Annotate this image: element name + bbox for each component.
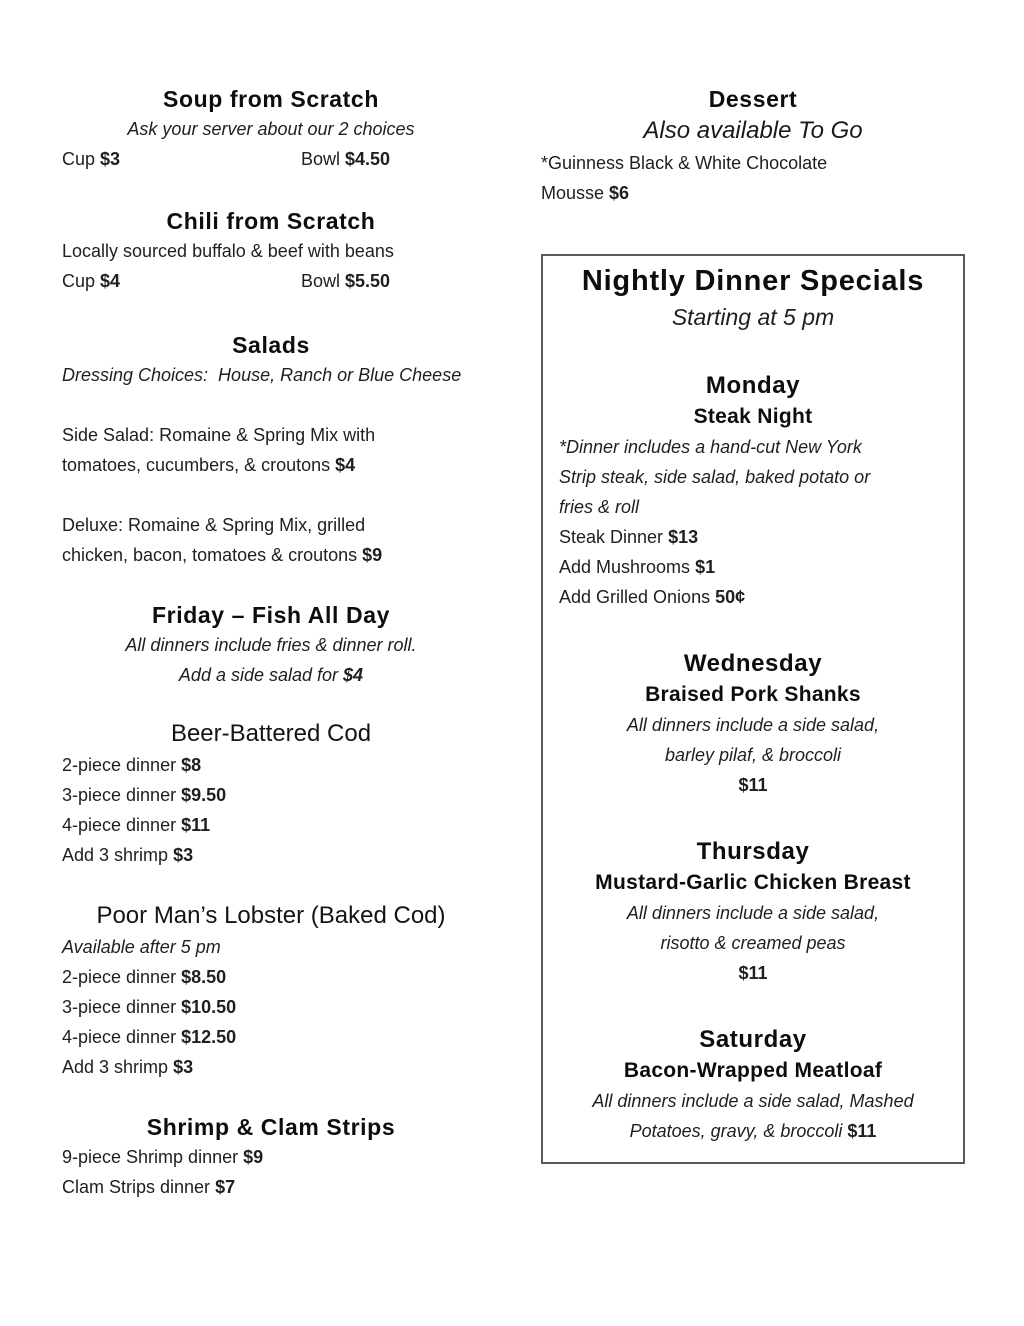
special-monday (559, 370, 947, 612)
cod-item-4-text: Add 3 shrimp (62, 845, 169, 865)
chili-cup (62, 266, 301, 296)
side-salad-line2 (62, 450, 480, 480)
chili-cup-price: $4 (100, 271, 121, 291)
lobster-item-4 (62, 1052, 480, 1082)
monday-item-2 (559, 552, 947, 582)
friday-note-2 (62, 660, 480, 690)
cod-title: Beer-Battered Cod (170, 720, 372, 747)
shrimp-clam-title: Shrimp & Clam Strips (146, 1114, 396, 1140)
cod-item-2 (62, 780, 480, 810)
soup-cup (62, 144, 301, 174)
chili-bowl-label: Bowl (301, 271, 341, 291)
cod-item-2-text: 3-piece dinner (62, 785, 177, 805)
menu-left-column (62, 0, 480, 1202)
friday-note-2-price: $4 (343, 665, 364, 685)
monday-dish-name: Steak Night (693, 405, 813, 428)
chili-price-row (62, 266, 480, 296)
side-salad-price: $4 (335, 455, 356, 475)
deluxe-salad-price: $9 (362, 545, 383, 565)
cod-item-1-text: 2-piece dinner (62, 755, 177, 775)
shrimp-clam-item-2 (62, 1172, 480, 1202)
chili-description: Locally sourced buffalo & beef with beans (62, 241, 394, 261)
saturday-price: $11 (847, 1121, 877, 1141)
lobster-item-4-price: $3 (173, 1057, 194, 1077)
lobster-item-1-text: 2-piece dinner (62, 967, 177, 987)
lobster-item-2 (62, 992, 480, 1022)
soup-title: Soup from Scratch (163, 86, 379, 112)
soup-bowl-price: $4.50 (345, 149, 391, 169)
lobster-title: Poor Man’s Lobster (Baked Cod) (96, 902, 446, 929)
section-poor-mans-lobster (62, 900, 480, 1082)
dessert-item-price: $6 (609, 183, 630, 203)
thursday-dish-name: Mustard-Garlic Chicken Breast (595, 871, 911, 894)
soup-bowl-label: Bowl (301, 149, 341, 169)
chili-cup-label: Cup (62, 271, 96, 291)
menu-right-column (541, 0, 965, 1164)
thursday-note-line2: risotto & creamed peas (660, 933, 846, 953)
soup-bowl (301, 144, 390, 174)
monday-item-1-text: Steak Dinner (559, 527, 664, 547)
section-shrimp-clam-strips (62, 1112, 480, 1202)
shrimp-clam-item-1-text: 9-piece Shrimp dinner (62, 1147, 239, 1167)
side-salad-line1: Side Salad: Romaine & Spring Mix with (62, 425, 376, 445)
shrimp-clam-item-1 (62, 1142, 480, 1172)
cod-item-3-text: 4-piece dinner (62, 815, 177, 835)
monday-item-2-text: Add Mushrooms (559, 557, 691, 577)
chili-bowl (301, 266, 390, 296)
side-salad-line2-text: tomatoes, cucumbers, & croutons (62, 455, 331, 475)
shrimp-clam-item-1-price: $9 (243, 1147, 264, 1167)
nightly-specials-box (541, 254, 965, 1164)
shrimp-clam-item-2-text: Clam Strips dinner (62, 1177, 211, 1197)
monday-item-1 (559, 522, 947, 552)
section-dessert (541, 84, 965, 208)
deluxe-salad-item (62, 510, 480, 570)
deluxe-salad-line2 (62, 540, 480, 570)
section-friday-fish (62, 600, 480, 690)
dessert-item-line1: *Guinness Black & White Chocolate (541, 153, 828, 173)
lobster-item-3-text: 4-piece dinner (62, 1027, 177, 1047)
lobster-item-2-price: $10.50 (181, 997, 237, 1017)
saturday-note-line2-text: Potatoes, gravy, & broccoli (629, 1121, 843, 1141)
chili-bowl-price: $5.50 (345, 271, 391, 291)
specials-subtitle: Starting at 5 pm (671, 304, 835, 330)
specials-title: Nightly Dinner Specials (581, 265, 925, 297)
friday-note-2-text: Add a side salad for (178, 665, 339, 685)
saturday-note-line2 (559, 1116, 947, 1146)
cod-item-3-price: $11 (181, 815, 211, 835)
saturday-note-line1: All dinners include a side salad, Mashed (592, 1091, 914, 1111)
dessert-item-line2-text: Mousse (541, 183, 605, 203)
soup-cup-price: $3 (100, 149, 121, 169)
friday-title: Friday – Fish All Day (152, 602, 390, 628)
lobster-item-3-price: $12.50 (181, 1027, 237, 1047)
section-beer-battered-cod (62, 718, 480, 870)
section-soup (62, 84, 480, 174)
monday-note-line3: fries & roll (559, 497, 640, 517)
monday-note-line2: Strip steak, side salad, baked potato or (559, 467, 871, 487)
monday-item-1-price: $13 (668, 527, 699, 547)
cod-item-1-price: $8 (181, 755, 202, 775)
lobster-item-3 (62, 1022, 480, 1052)
soup-subtitle: Ask your server about our 2 choices (127, 119, 415, 139)
lobster-item-1 (62, 962, 480, 992)
monday-note-line1: *Dinner includes a hand-cut New York (559, 437, 862, 457)
soup-price-row (62, 144, 480, 174)
lobster-item-4-text: Add 3 shrimp (62, 1057, 169, 1077)
monday-item-3-text: Add Grilled Onions (559, 587, 711, 607)
saturday-day-name: Saturday (699, 1026, 807, 1053)
soup-cup-label: Cup (62, 149, 96, 169)
deluxe-salad-line1: Deluxe: Romaine & Spring Mix, grilled (62, 515, 366, 535)
lobster-item-1-price: $8.50 (181, 967, 227, 987)
wednesday-day-name: Wednesday (683, 650, 823, 677)
lobster-item-2-text: 3-piece dinner (62, 997, 177, 1017)
dessert-subtitle: Also available To Go (643, 117, 863, 144)
cod-item-3 (62, 810, 480, 840)
cod-item-1 (62, 750, 480, 780)
wednesday-dish-name: Braised Pork Shanks (645, 683, 861, 706)
friday-note-1: All dinners include fries & dinner roll. (125, 635, 417, 655)
saturday-dish-name: Bacon-Wrapped Meatloaf (623, 1059, 883, 1082)
special-wednesday (559, 648, 947, 800)
cod-item-4 (62, 840, 480, 870)
lobster-note: Available after 5 pm (62, 937, 221, 957)
wednesday-price-line (559, 770, 947, 800)
section-salads (62, 330, 480, 570)
monday-item-3 (559, 582, 947, 612)
thursday-price: $11 (738, 963, 768, 983)
cod-item-4-price: $3 (173, 845, 194, 865)
monday-item-3-price: 50¢ (715, 587, 746, 607)
deluxe-salad-line2-text: chicken, bacon, tomatoes & croutons (62, 545, 358, 565)
side-salad-item (62, 420, 480, 480)
thursday-day-name: Thursday (696, 838, 810, 865)
salads-dressing-note: Dressing Choices: House, Ranch or Blue Cheese (62, 365, 462, 385)
thursday-price-line (559, 958, 947, 988)
chili-title: Chili from Scratch (166, 208, 376, 234)
shrimp-clam-item-2-price: $7 (215, 1177, 236, 1197)
wednesday-price: $11 (738, 775, 768, 795)
salads-title: Salads (232, 332, 310, 358)
wednesday-note-line2: barley pilaf, & broccoli (664, 745, 842, 765)
section-chili (62, 206, 480, 296)
special-thursday (559, 836, 947, 988)
cod-item-2-price: $9.50 (181, 785, 227, 805)
monday-day-name: Monday (705, 372, 801, 399)
monday-item-2-price: $1 (695, 557, 716, 577)
special-saturday (559, 1024, 947, 1146)
dessert-title: Dessert (708, 86, 798, 112)
dessert-item-line2 (541, 178, 965, 208)
wednesday-note-line1: All dinners include a side salad, (626, 715, 880, 735)
thursday-note-line1: All dinners include a side salad, (626, 903, 880, 923)
